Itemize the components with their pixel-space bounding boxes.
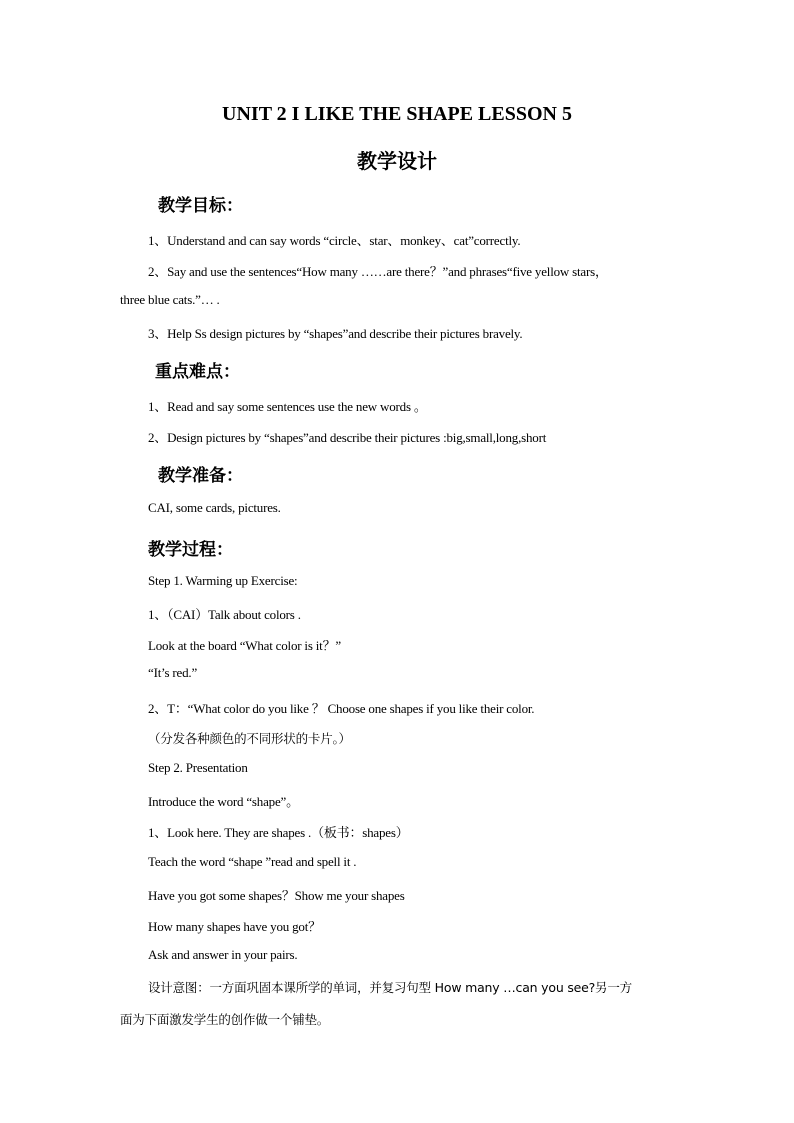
- key-point-line: 1、Read and say some sentences use the new words 。: [148, 399, 427, 414]
- process-line: Look at the board “What color is it？”: [148, 638, 341, 653]
- process-line: 2、T：“What color do you like ？ Choose one shapes if you like their color.: [148, 701, 535, 716]
- objective-line: 1、Understand and can say words “circle、star、monkey、cat”correctly.: [148, 233, 521, 248]
- process-line: Have you got some shapes？Show me your shapes: [148, 888, 405, 903]
- preparation-line: CAI, some cards, pictures.: [148, 500, 281, 515]
- section-heading-process: 教学过程：: [148, 540, 233, 560]
- process-line: Step 1. Warming up Exercise:: [148, 573, 298, 588]
- process-line: 设计意图：一方面巩固本课所学的单词，并复习句型 How many …can you see?另一方: [148, 980, 632, 995]
- objective-line: 2、Say and use the sentences“How many ……are there？”and phrases“five yellow stars，: [148, 264, 608, 279]
- process-line: “It’s red.”: [148, 665, 198, 680]
- process-line: 面为下面激发学生的创作做一个铺垫。: [120, 1012, 330, 1027]
- process-line: Step 2. Presentation: [148, 760, 248, 775]
- document-title: UNIT 2 I LIKE THE SHAPE LESSON 5: [222, 103, 572, 125]
- process-line: How many shapes have you got？: [148, 919, 321, 934]
- key-point-line: 2、Design pictures by “shapes”and describe their pictures :big,small,long,short: [148, 430, 547, 445]
- process-line: 1、Look here. They are shapes .（板书：shapes）: [148, 825, 409, 840]
- process-line: Teach the word “shape ”read and spell it .: [148, 854, 357, 869]
- section-heading-objectives: 教学目标：: [158, 196, 243, 216]
- section-heading-key-points: 重点难点：: [155, 362, 240, 382]
- process-line: Introduce the word “shape”。: [148, 794, 299, 809]
- objective-line: 3、Help Ss design pictures by “shapes”and describe their pictures bravely.: [148, 326, 523, 341]
- process-line: （分发各种颜色的不同形状的卡片。）: [148, 731, 351, 746]
- objective-line: three blue cats.”… .: [120, 292, 220, 307]
- process-line: 1、（CAI）Talk about colors .: [148, 607, 301, 622]
- section-heading-preparation: 教学准备：: [158, 466, 243, 486]
- document-subtitle: 教学设计: [357, 149, 437, 173]
- process-line: Ask and answer in your pairs.: [148, 947, 298, 962]
